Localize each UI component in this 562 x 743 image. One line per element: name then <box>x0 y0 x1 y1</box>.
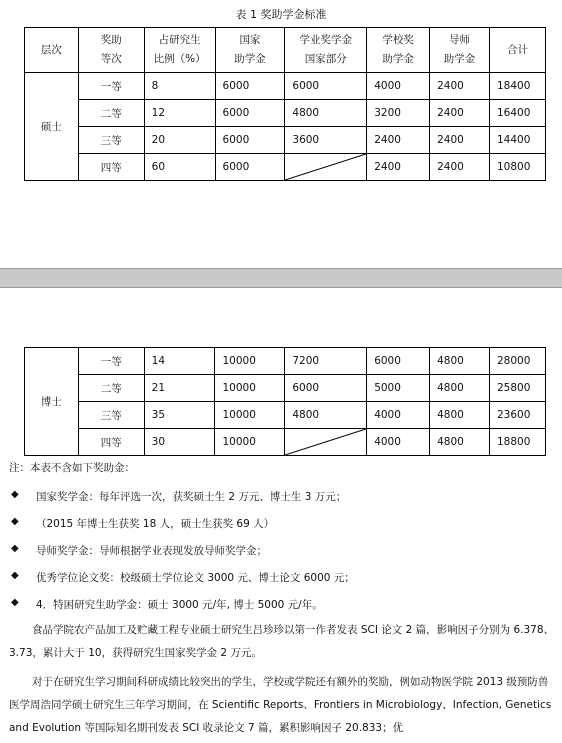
national-cell: 6000 <box>215 154 285 181</box>
school-cell: 6000 <box>367 348 430 375</box>
page-2 <box>0 288 562 743</box>
tutor-cell: 2400 <box>430 127 490 154</box>
table-row <box>25 154 546 181</box>
total-cell: 28000 <box>489 348 545 375</box>
scholarship-table-continued <box>24 347 546 456</box>
national-cell: 10000 <box>215 402 285 429</box>
table-row <box>25 127 546 154</box>
ratio-cell: 21 <box>144 375 215 402</box>
academic-cell: 3600 <box>285 127 367 154</box>
total-cell: 18800 <box>489 429 545 456</box>
table-row <box>25 100 546 127</box>
tutor-cell: 2400 <box>430 100 490 127</box>
school-cell: 2400 <box>367 154 430 181</box>
grade-cell: 四等 <box>78 429 144 456</box>
grade-cell: 二等 <box>78 100 144 127</box>
academic-cell: 7200 <box>285 348 367 375</box>
grade-cell: 二等 <box>78 375 144 402</box>
national-cell: 10000 <box>215 348 285 375</box>
ratio-cell: 60 <box>144 154 215 181</box>
bullet-text: 导师奖学金：导师根据学业表现发放导师奖学金； <box>36 545 267 557</box>
diamond-bullet-icon: ◆ <box>11 570 19 581</box>
body-paragraph: 对于在研究生学习期间科研成绩比较突出的学生，学校或学院还有额外的奖励，例如动物医学院 2013 级预防兽医学周浩同学硕士研究生三年学习期间，在 Scientific Reports、Frontiers in Microbiology、Infection, Genetics and Evolution 等国际知名期刊发表 SCI 收录论文 7 篇，累积影响因子 20.833；优 <box>9 676 552 734</box>
header-national: 国家 助学金 <box>215 28 285 73</box>
body-paragraph: 食品学院农产品加工及贮藏工程专业硕士研究生吕珍珍以第一作者发表 SCI 论文 2 篇，影响因子分别为 6.378、3.73，累计大于 10，获得研究生国家奖学金 2 万元。 <box>9 624 555 659</box>
diamond-bullet-icon: ◆ <box>11 543 19 554</box>
total-cell: 14400 <box>490 127 546 154</box>
ratio-cell: 20 <box>144 127 215 154</box>
ratio-cell: 12 <box>144 100 215 127</box>
school-cell: 3200 <box>367 100 430 127</box>
national-cell: 10000 <box>215 375 285 402</box>
level-cell-master: 硕士 <box>25 73 79 181</box>
academic-cell: 4800 <box>285 100 367 127</box>
school-cell: 2400 <box>367 127 430 154</box>
school-cell: 4000 <box>367 73 430 100</box>
academic-empty-diagonal-cell <box>285 429 367 456</box>
table-row <box>25 348 546 375</box>
table-caption: 表 1 奖助学金标准 <box>235 8 327 21</box>
bullet-text: 4．特困研究生助学金：硕士 3000 元/年, 博士 5000 元/年。 <box>36 599 323 611</box>
tutor-cell: 4800 <box>430 429 490 456</box>
grade-cell: 一等 <box>78 348 144 375</box>
academic-cell: 6000 <box>285 73 367 100</box>
page-1 <box>0 0 562 268</box>
tutor-cell: 2400 <box>430 154 490 181</box>
page-break-gap <box>0 268 562 288</box>
header-grade: 奖助 等次 <box>78 28 144 73</box>
national-cell: 6000 <box>215 127 285 154</box>
level-cell-doctor: 博士 <box>25 348 79 456</box>
total-cell: 10800 <box>490 154 546 181</box>
table-row <box>25 402 546 429</box>
tutor-cell: 2400 <box>430 73 490 100</box>
header-school: 学校奖 助学金 <box>367 28 430 73</box>
academic-cell: 4800 <box>285 402 367 429</box>
school-cell: 5000 <box>367 375 430 402</box>
header-tutor: 导师 助学金 <box>430 28 490 73</box>
header-ratio: 占研究生 比例（%） <box>144 28 215 73</box>
school-cell: 4000 <box>367 402 430 429</box>
grade-cell: 三等 <box>78 127 144 154</box>
school-cell: 4000 <box>367 429 430 456</box>
total-cell: 25800 <box>489 375 545 402</box>
diagonal-line <box>285 429 366 455</box>
table-header-row <box>25 28 546 73</box>
diamond-bullet-icon: ◆ <box>11 597 19 608</box>
grade-cell: 三等 <box>78 402 144 429</box>
national-cell: 6000 <box>215 73 285 100</box>
ratio-cell: 35 <box>144 402 215 429</box>
ratio-cell: 8 <box>144 73 215 100</box>
tutor-cell: 4800 <box>430 375 490 402</box>
grade-cell: 一等 <box>78 73 144 100</box>
scholarship-table <box>24 27 546 181</box>
total-cell: 16400 <box>490 100 546 127</box>
table-row <box>25 429 546 456</box>
table-row <box>25 73 546 100</box>
table-row <box>25 375 546 402</box>
total-cell: 18400 <box>490 73 546 100</box>
bullet-text: 国家奖学金：每年评选一次，获奖硕士生 2 万元、博士生 3 万元； <box>36 491 347 503</box>
national-cell: 10000 <box>215 429 285 456</box>
header-academic: 学业奖学金 国家部分 <box>285 28 367 73</box>
header-total: 合计 <box>490 28 546 73</box>
diamond-bullet-icon: ◆ <box>11 516 19 527</box>
tutor-cell: 4800 <box>430 348 490 375</box>
ratio-cell: 14 <box>144 348 215 375</box>
academic-cell: 6000 <box>285 375 367 402</box>
header-level: 层次 <box>25 28 79 73</box>
tutor-cell: 4800 <box>430 402 490 429</box>
diamond-bullet-icon: ◆ <box>11 489 19 500</box>
academic-empty-diagonal-cell <box>285 154 367 181</box>
bullet-text: 优秀学位论文奖：校级硕士学位论文 3000 元、博士论文 6000 元； <box>36 572 355 584</box>
grade-cell: 四等 <box>78 154 144 181</box>
diagonal-line <box>285 154 366 180</box>
total-cell: 23600 <box>489 402 545 429</box>
national-cell: 6000 <box>215 100 285 127</box>
note-title: 注：本表不含如下奖助金： <box>9 462 135 474</box>
bullet-text: （2015 年博士生获奖 18 人，硕士生获奖 69 人） <box>36 518 275 530</box>
ratio-cell: 30 <box>144 429 215 456</box>
